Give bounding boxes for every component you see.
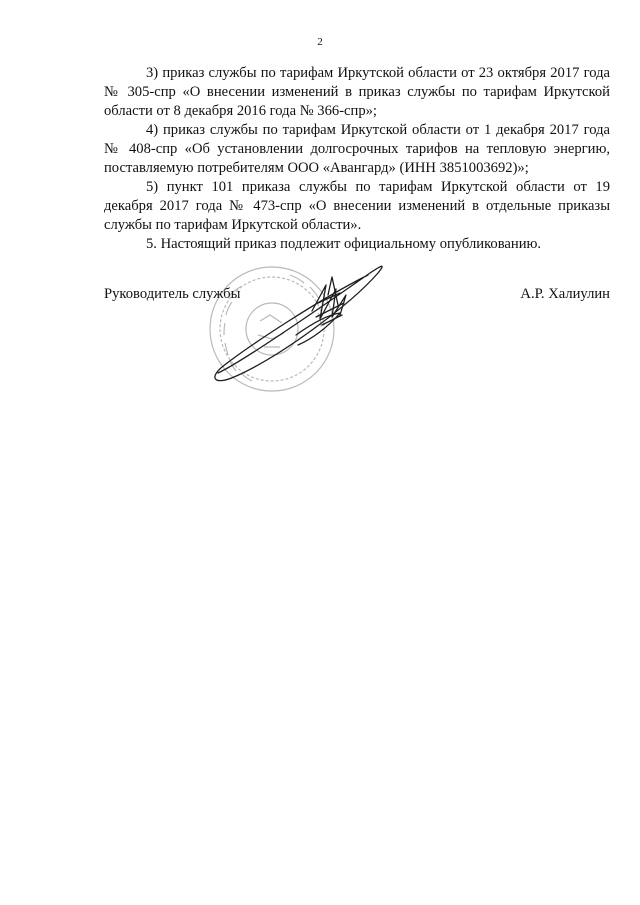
signer-name: А.Р. Халиулин [520, 286, 610, 302]
list-item-3: 3) приказ службы по тарифам Иркутской области от 23 октября 2017 года № 305-спр «О внесении изменений в приказ службы по тарифам Иркутской области от 8 декабря 2016 года № 366-спр»; [104, 65, 610, 119]
publication-clause: 5. Настоящий приказ подлежит официальному опубликованию. [146, 236, 542, 252]
handwritten-signature-icon [215, 266, 382, 380]
stamp-and-signature-icon [200, 255, 390, 405]
signature-block [104, 286, 610, 308]
document-body [104, 64, 610, 254]
signer-title: Руководитель службы [104, 286, 241, 302]
list-item-4: 4) приказ службы по тарифам Иркутской области от 1 декабря 2017 года № 408-спр «Об установлении долгосрочных тарифов на тепловую энергию, поставляемую потребителям ООО «Авангард» (ИНН 3851003692)»; [104, 122, 610, 176]
page-number: 2 [317, 36, 323, 48]
list-item-5: 5) пункт 101 приказа службы по тарифам Иркутской области от 19 декабря 2017 года № 473-спр «О внесении изменений в отдельные приказы службы по тарифам Иркутской области». [104, 179, 610, 233]
